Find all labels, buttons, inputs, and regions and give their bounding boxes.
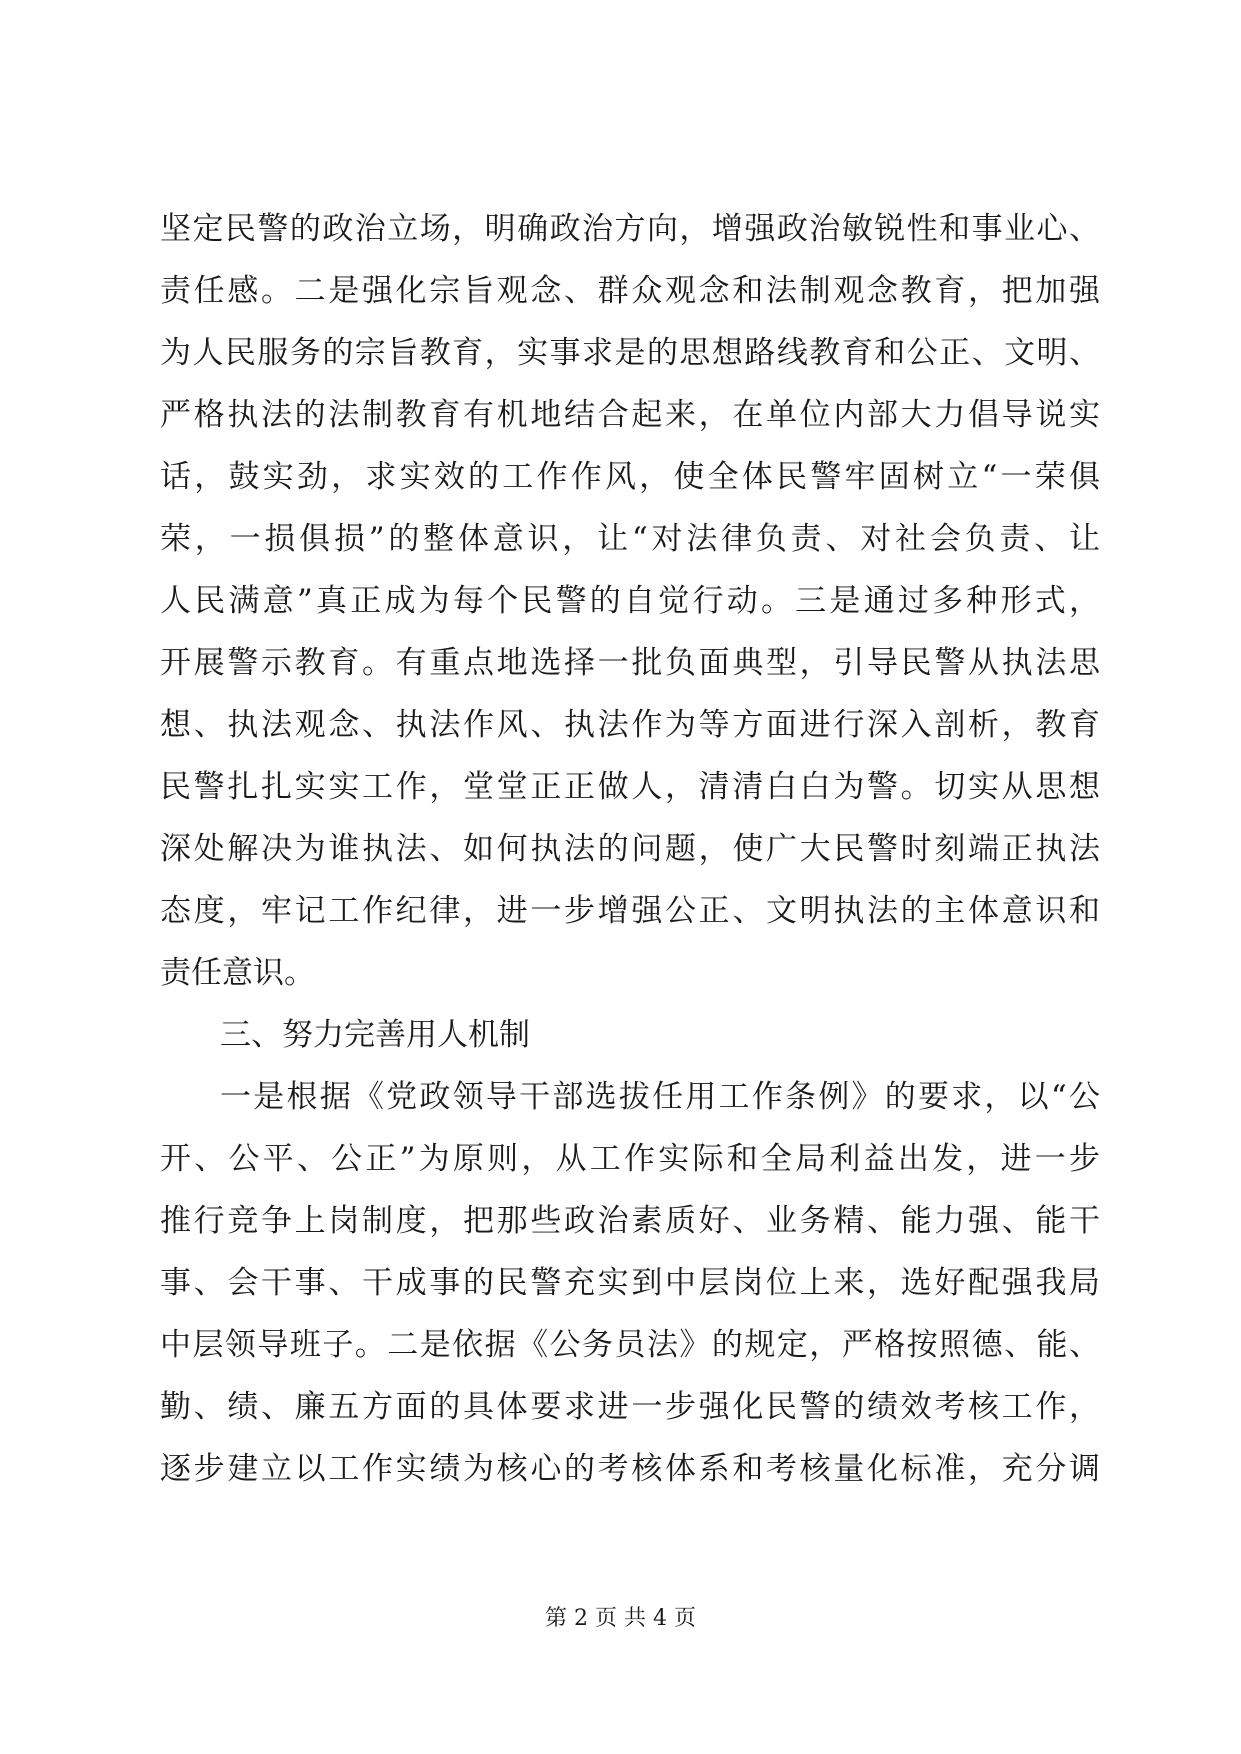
- text-line: 坚定民警的政治立场，明确政治方向，增强政治敏锐性和事业心、: [160, 211, 1100, 247]
- text-line: 深处解决为谁执法、如何执法的问题，使广大民警时刻端正执法: [160, 831, 1100, 867]
- text-line: 严格执法的法制教育有机地结合起来，在单位内部大力倡导说实: [160, 397, 1100, 433]
- text-line: 为人民服务的宗旨教育，实事求是的思想路线教育和公正、文明、: [160, 335, 1100, 371]
- text-line: 责任意识。: [160, 955, 315, 991]
- paragraph-first-line: 一是根据《党政领导干部选拔任用工作条例》的要求，以“公: [220, 1079, 1100, 1115]
- text-line: 话，鼓实劲，求实效的工作作风，使全体民警牢固树立“一荣俱: [160, 459, 1100, 495]
- text-line: 开展警示教育。有重点地选择一批负面典型，引导民警从执法思: [160, 645, 1100, 681]
- text-line: 事、会干事、干成事的民警充实到中层岗位上来，选好配强我局: [160, 1265, 1100, 1301]
- text-line: 荣，一损俱损”的整体意识，让“对法律负责、对社会负责、让: [160, 521, 1100, 557]
- page-number-footer: 第 2 页 共 4 页: [545, 1606, 696, 1631]
- text-line: 民警扎扎实实工作，堂堂正正做人，清清白白为警。切实从思想: [160, 769, 1100, 805]
- text-line: 推行竞争上岗制度，把那些政治素质好、业务精、能力强、能干: [160, 1203, 1100, 1239]
- text-line: 中层领导班子。二是依据《公务员法》的规定，严格按照德、能、: [160, 1327, 1100, 1363]
- section-heading: 三、努力完善用人机制: [220, 1017, 530, 1053]
- text-line: 勤、绩、廉五方面的具体要求进一步强化民警的绩效考核工作，: [160, 1389, 1100, 1425]
- text-line: 人民满意”真正成为每个民警的自觉行动。三是通过多种形式，: [160, 583, 1100, 619]
- text-line: 想、执法观念、执法作风、执法作为等方面进行深入剖析，教育: [160, 707, 1100, 743]
- text-line: 开、公平、公正”为原则，从工作实际和全局利益出发，进一步: [160, 1141, 1100, 1177]
- text-line: 逐步建立以工作实绩为核心的考核体系和考核量化标准，充分调: [160, 1451, 1100, 1487]
- text-line: 态度，牢记工作纪律，进一步增强公正、文明执法的主体意识和: [160, 893, 1100, 929]
- text-line: 责任感。二是强化宗旨观念、群众观念和法制观念教育，把加强: [160, 273, 1100, 309]
